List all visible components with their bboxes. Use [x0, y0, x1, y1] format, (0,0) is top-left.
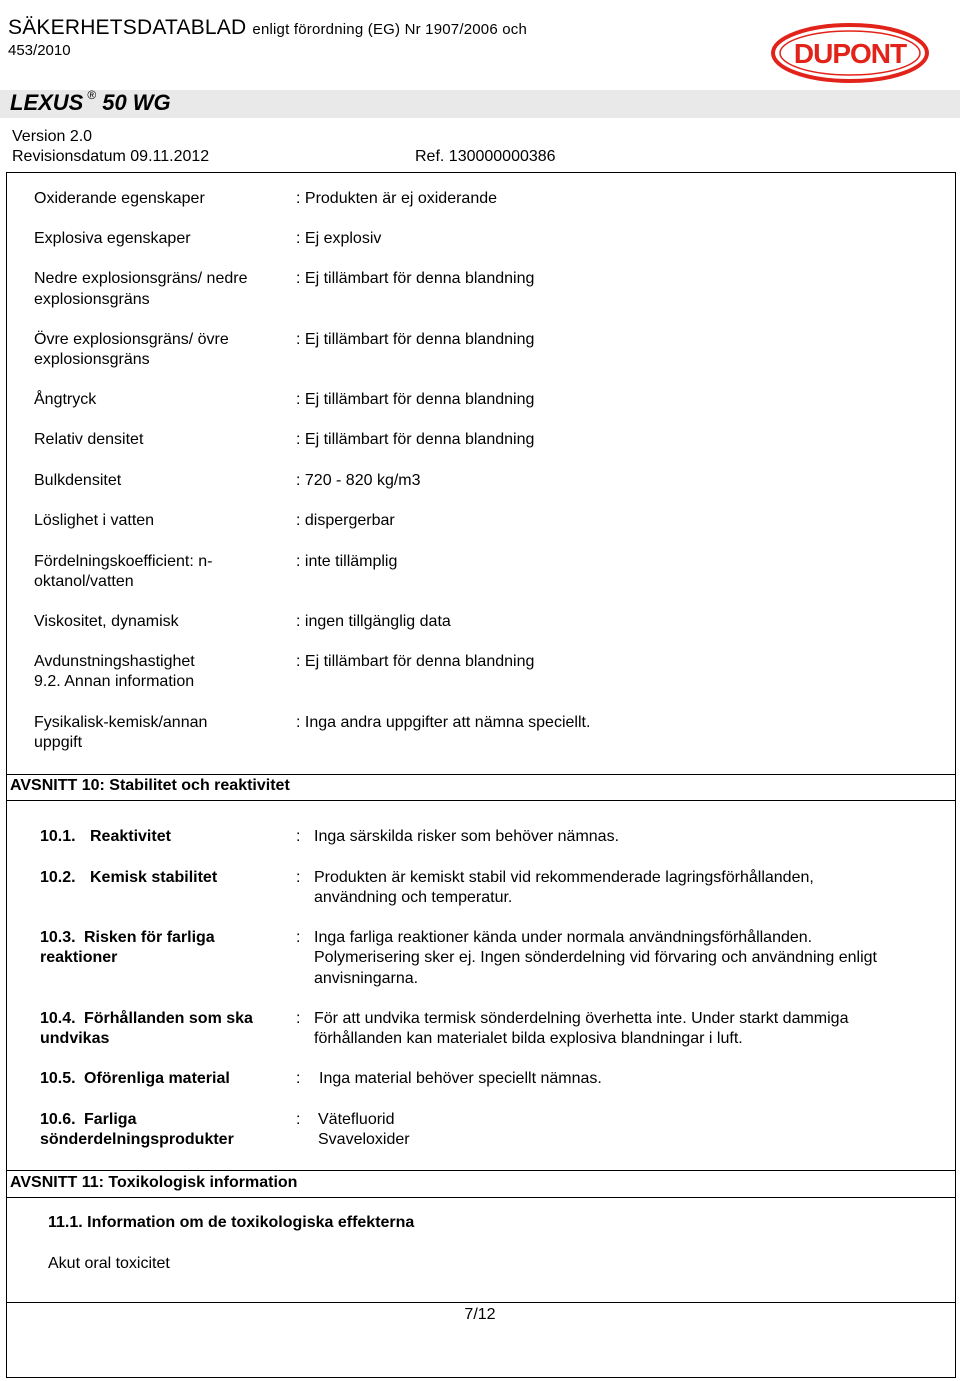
dupont-logo [770, 22, 930, 84]
prop-value: : Ej tillämbart för denna blandning [296, 391, 535, 408]
subsection-heading: 11.1. Information om de toxikologiska effekterna [48, 1214, 415, 1231]
prop-label: Ångtryck [34, 391, 97, 408]
footer-divider [6, 1302, 956, 1303]
item-value: användning och temperatur. [314, 889, 513, 906]
subsection-heading: 9.2. Annan information [34, 673, 195, 690]
prop-label-cont: oktanol/vatten [34, 573, 134, 590]
toxicity-item: Akut oral toxicitet [48, 1255, 170, 1272]
item-value: förhållanden kan materialet bilda explosiva blandningar i luft. [314, 1030, 743, 1047]
item-number: 10.3. [40, 929, 76, 946]
prop-value: : Ej tillämbart för denna blandning [296, 653, 535, 670]
item-value: Inga farliga reaktioner kända under normala användningsförhållanden. [314, 929, 813, 946]
section-divider [6, 1197, 956, 1198]
product-name: LEXUS ® 50 WG [10, 88, 171, 115]
section-10-title: AVSNITT 10: Stabilitet och reaktivitet [10, 777, 290, 794]
revision-date: Revisionsdatum 09.11.2012 [12, 148, 210, 165]
item-label-cont: undvikas [40, 1030, 110, 1047]
item-number: 10.2. [40, 869, 76, 886]
svg-text:DUPONT: DUPONT [793, 38, 907, 69]
registered-symbol: ® [87, 88, 97, 102]
prop-value: : 720 - 820 kg/m3 [296, 472, 421, 489]
prop-label-cont: uppgift [34, 734, 83, 751]
item-value: Produkten är kemiskt stabil vid rekommenderade lagringsförhållanden, [314, 869, 814, 886]
prop-label: Avdunstningshastighet [34, 653, 195, 670]
item-colon: : [296, 828, 301, 845]
prop-value: : Produkten är ej oxiderande [296, 190, 498, 207]
version: Version 2.0 [12, 128, 93, 145]
item-value: För att undvika termisk sönderdelning överhetta inte. Under starkt dammiga [314, 1010, 849, 1027]
document-title-rest: enligt förordning (EG) Nr 1907/2006 och [252, 21, 528, 38]
prop-value: : Ej tillämbart för denna blandning [296, 331, 535, 348]
prop-value: : dispergerbar [296, 512, 395, 529]
prop-value: : Ej tillämbart för denna blandning [296, 431, 535, 448]
item-value: Svaveloxider [318, 1131, 410, 1148]
item-number: 10.6. [40, 1111, 76, 1128]
prop-label-cont: explosionsgräns [34, 291, 150, 308]
item-number: 10.1. [40, 828, 76, 845]
prop-value: : Ej explosiv [296, 230, 382, 247]
item-value: Polymerisering sker ej. Ingen sönderdelning vid förvaring och användning enligt [314, 949, 877, 966]
prop-value: : Inga andra uppgifter att nämna speciellt. [296, 714, 591, 731]
prop-label: Fördelningskoefficient: n- [34, 553, 213, 570]
prop-label: Fysikalisk-kemisk/annan [34, 714, 208, 731]
item-label-cont: sönderdelningsprodukter [40, 1131, 234, 1148]
item-label: Reaktivitet [90, 828, 171, 845]
document-title: SÄKERHETSDATABLAD enligt förordning (EG) Nr 1907/2006 och [8, 16, 528, 39]
item-value: Inga material behöver speciellt nämnas. [319, 1070, 602, 1087]
product-suffix: 50 WG [102, 90, 171, 115]
section-divider [6, 774, 956, 775]
item-label: Risken för farliga [84, 929, 215, 946]
prop-label: Nedre explosionsgräns/ nedre [34, 270, 248, 287]
prop-value: : ingen tillgänglig data [296, 613, 451, 630]
item-colon: : [296, 1111, 301, 1128]
item-colon: : [296, 869, 301, 886]
prop-label: Löslighet i vatten [34, 512, 155, 529]
item-label: Oförenliga material [84, 1070, 230, 1087]
item-value: anvisningarna. [314, 970, 419, 987]
item-number: 10.4. [40, 1010, 76, 1027]
page-number: 7/12 [464, 1306, 496, 1323]
section-11-title: AVSNITT 11: Toxikologisk information [10, 1174, 298, 1191]
item-colon: : [296, 1070, 301, 1087]
prop-label: Relativ densitet [34, 431, 144, 448]
item-colon: : [296, 929, 301, 946]
item-label: Kemisk stabilitet [90, 869, 218, 886]
prop-label-cont: explosionsgräns [34, 351, 150, 368]
prop-label: Övre explosionsgräns/ övre [34, 331, 229, 348]
item-colon: : [296, 1010, 301, 1027]
item-label: Förhållanden som ska [84, 1010, 253, 1027]
item-value: Inga särskilda risker som behöver nämnas. [314, 828, 620, 845]
item-label-cont: reaktioner [40, 949, 118, 966]
section-divider [6, 800, 956, 801]
prop-label: Bulkdensitet [34, 472, 122, 489]
section-divider [6, 1170, 956, 1171]
prop-label: Oxiderande egenskaper [34, 190, 205, 207]
prop-value: : Ej tillämbart för denna blandning [296, 270, 535, 287]
prop-value: : inte tillämplig [296, 553, 398, 570]
prop-label: Viskositet, dynamisk [34, 613, 179, 630]
prop-label: Explosiva egenskaper [34, 230, 191, 247]
item-value: Vätefluorid [318, 1111, 395, 1128]
item-label: Farliga [84, 1111, 137, 1128]
reference-number: Ref. 130000000386 [415, 148, 556, 165]
item-number: 10.5. [40, 1070, 76, 1087]
document-title-line2: 453/2010 [8, 42, 71, 59]
